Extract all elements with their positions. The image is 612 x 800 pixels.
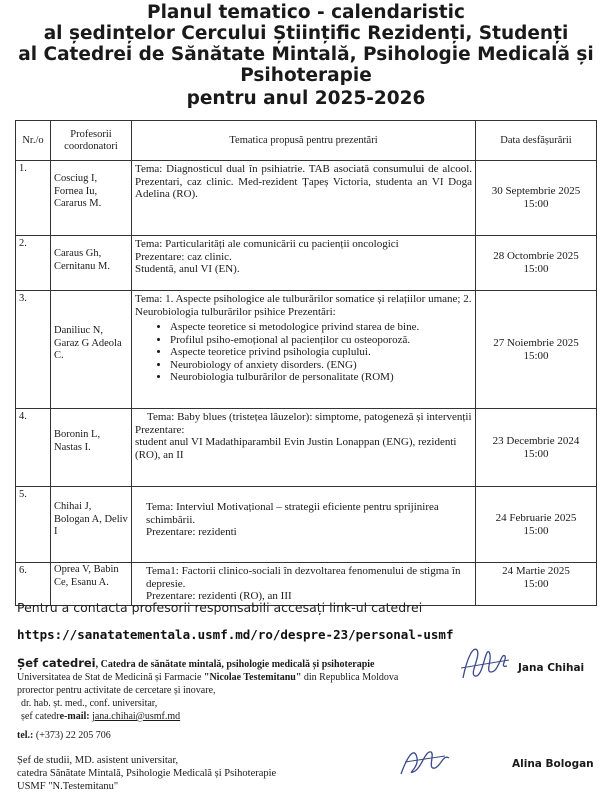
date-time: 15:00 — [523, 349, 549, 362]
date-day: 23 Decembrie 2024 — [492, 434, 580, 447]
title-line-2: al ședințelor Cercului Științific Rezidenți, Studenți — [43, 23, 569, 44]
title-line-4: Psihoterapie — [240, 65, 372, 86]
title-line-3: al Catedrei de Sănătate Mintală, Psihologie Medicală și — [18, 44, 594, 65]
list-item: • Profilul psiho-emoțional al pacienților cu osteoporoză. — [170, 334, 472, 347]
date-day: 24 Martie 2025 — [502, 565, 570, 577]
tel-label: tel.: — [17, 730, 34, 741]
row-tema — [132, 291, 476, 409]
head-degree: dr. hab. șt. med., conf. universitar, — [21, 698, 158, 709]
tema-line: Tema1: Factorii clinico-sociali în dezvoltarea fenomenului de stigma în depresie. — [146, 565, 461, 590]
row-tema — [132, 409, 476, 487]
list-item: • Neurobiology of anxiety disorders. (ENG) — [170, 359, 472, 372]
row-prof: Chihai J, Bologan A, Deliv I — [51, 487, 132, 563]
tema-line: Prezentare: rezidenti (RO), an III — [146, 590, 292, 602]
row-tema — [132, 161, 476, 236]
tema-line: Tema: Baby blues (tristețea lăuzelor): simptome, patogeneză și intervenții — [147, 411, 472, 423]
head-role: Șef catedrei — [17, 656, 96, 670]
date-time: 15:00 — [523, 524, 549, 537]
table-row — [16, 409, 597, 487]
tema-line: student anul VI Madathiparambil Evin Justin Lonappan (ENG), rezidenti (RO), an II — [135, 436, 457, 461]
row-prof: Oprea V, Babin Ce, Esanu A. — [51, 563, 132, 606]
row-tema — [132, 236, 476, 291]
date-time: 15:00 — [523, 263, 549, 275]
signatory-2-name: Alina Bologan — [512, 758, 594, 770]
tema-line: Prezentare: — [135, 423, 185, 436]
signatory-1-name: Jana Chihai — [518, 662, 585, 674]
table-row — [16, 487, 597, 563]
studies-university: USMF "N.Testemitanu" — [17, 781, 119, 792]
row-prof: Boronin L, Nastas I. — [51, 409, 132, 487]
row-num: 4. — [16, 409, 51, 487]
row-prof: Cosciug I, Fornea Iu, Cararus M. — [51, 161, 132, 236]
university-eponym: "Nicolae Testemitanu" — [203, 672, 302, 683]
schedule-table — [15, 120, 597, 606]
header-num: Nr./o — [16, 121, 51, 161]
row-prof: Daniliuc N, Garaz G Adeola C. — [51, 291, 132, 409]
email-link[interactable]: jana.chihai@usmf.md — [92, 711, 181, 722]
tel-number: (+373) 22 205 706 — [33, 730, 111, 741]
table-row — [16, 161, 597, 236]
row-num: 5. — [16, 487, 51, 563]
row-num: 6. — [16, 563, 51, 606]
signature-block-head — [17, 657, 487, 742]
signature-block-studies — [17, 754, 417, 793]
date-time: 15:00 — [523, 198, 549, 210]
signature-2-image — [395, 742, 455, 782]
tema-text: Tema: Diagnosticul dual în psihiatrie. TAB asociată consumului de alcool. Prezentari, caz clinic. Med-rezident Țapeș Victoria, studenta an VI Doga Adelina (RO). — [135, 163, 472, 200]
row-date — [476, 563, 597, 606]
table-header-row — [16, 121, 597, 161]
university-name: Universitatea de Stat de Medicină și Farmacie — [17, 672, 204, 683]
row-prof: Caraus Gh, Cernitanu M. — [51, 236, 132, 291]
row-date — [476, 291, 597, 409]
row-num: 1. — [16, 161, 51, 236]
presentation-list — [135, 321, 472, 384]
date-time: 15:00 — [523, 447, 549, 460]
studies-dept: catedra Sănătate Mintală, Psihologie Medicală și Psihoterapie — [17, 768, 277, 779]
list-item: • Neurobiologia tulburărilor de personalitate (ROM) — [170, 371, 472, 384]
title-line-1: Planul tematico - calendaristic — [147, 2, 465, 23]
date-day: 30 Septembrie 2025 — [491, 185, 581, 197]
header-tema: Tematica propusă pentru prezentări — [132, 121, 476, 161]
head-chair-label: șef catedr — [21, 711, 60, 722]
tema-intro: Tema: 1. Aspecte psihologice ale tulburărilor somatice și relațiilor umane; 2. Neurobiologia tulburărilor psihice Prezentări: — [135, 293, 472, 318]
table-row — [16, 236, 597, 291]
row-tema — [132, 563, 476, 606]
date-day: 28 Octombrie 2025 — [493, 250, 579, 262]
header-prof: Profesorii coordonatori — [51, 121, 132, 161]
tema-line: Studentă, anul VI (EN). — [135, 263, 240, 275]
date-day: 27 Noiembrie 2025 — [493, 336, 579, 349]
header-date: Data desfășurării — [476, 121, 597, 161]
head-position: prorector pentru activitate de cercetare și inovare, — [17, 685, 216, 696]
date-day: 24 Februarie 2025 — [495, 511, 577, 524]
row-date — [476, 161, 597, 236]
signature-1-image — [455, 638, 515, 688]
table-row — [16, 291, 597, 409]
row-date — [476, 236, 597, 291]
row-tema — [132, 487, 476, 563]
email-label: e-mail: — [59, 711, 90, 722]
tema-line: Prezentare: rezidenti — [146, 526, 237, 538]
date-time: 15:00 — [523, 578, 549, 590]
studies-role: Șef de studii, MD. asistent universitar, — [17, 755, 179, 766]
department-link[interactable]: https://sanatatementala.usmf.md/ro/despre-23/personal-usmf — [17, 627, 454, 642]
university-country: din Republica Moldova — [301, 672, 399, 683]
row-num: 2. — [16, 236, 51, 291]
contact-text: Pentru a contacta profesorii responsabili accesați link-ul catedrei — [17, 600, 423, 615]
row-date — [476, 409, 597, 487]
tema-line: Prezentare: caz clinic. — [135, 250, 232, 263]
head-dept: , Catedra de sănătate mintală, psihologie medicală și psihoterapie — [95, 659, 375, 670]
list-item: • Aspecte teoretice privind psihologia cuplului. — [170, 346, 472, 359]
list-item: • Aspecte teoretice si metodologice privind starea de bine. — [170, 321, 472, 334]
tema-line: Tema: Interviul Motivațional – strategii eficiente pentru sprijinirea schimbării. — [146, 501, 439, 526]
row-num: 3. — [16, 291, 51, 409]
title-line-5: pentru anul 2025-2026 — [186, 88, 426, 109]
tema-line: Tema: Particularități ale comunicării cu pacienții oncologici — [135, 238, 399, 250]
table-row — [16, 563, 597, 606]
row-date — [476, 487, 597, 563]
